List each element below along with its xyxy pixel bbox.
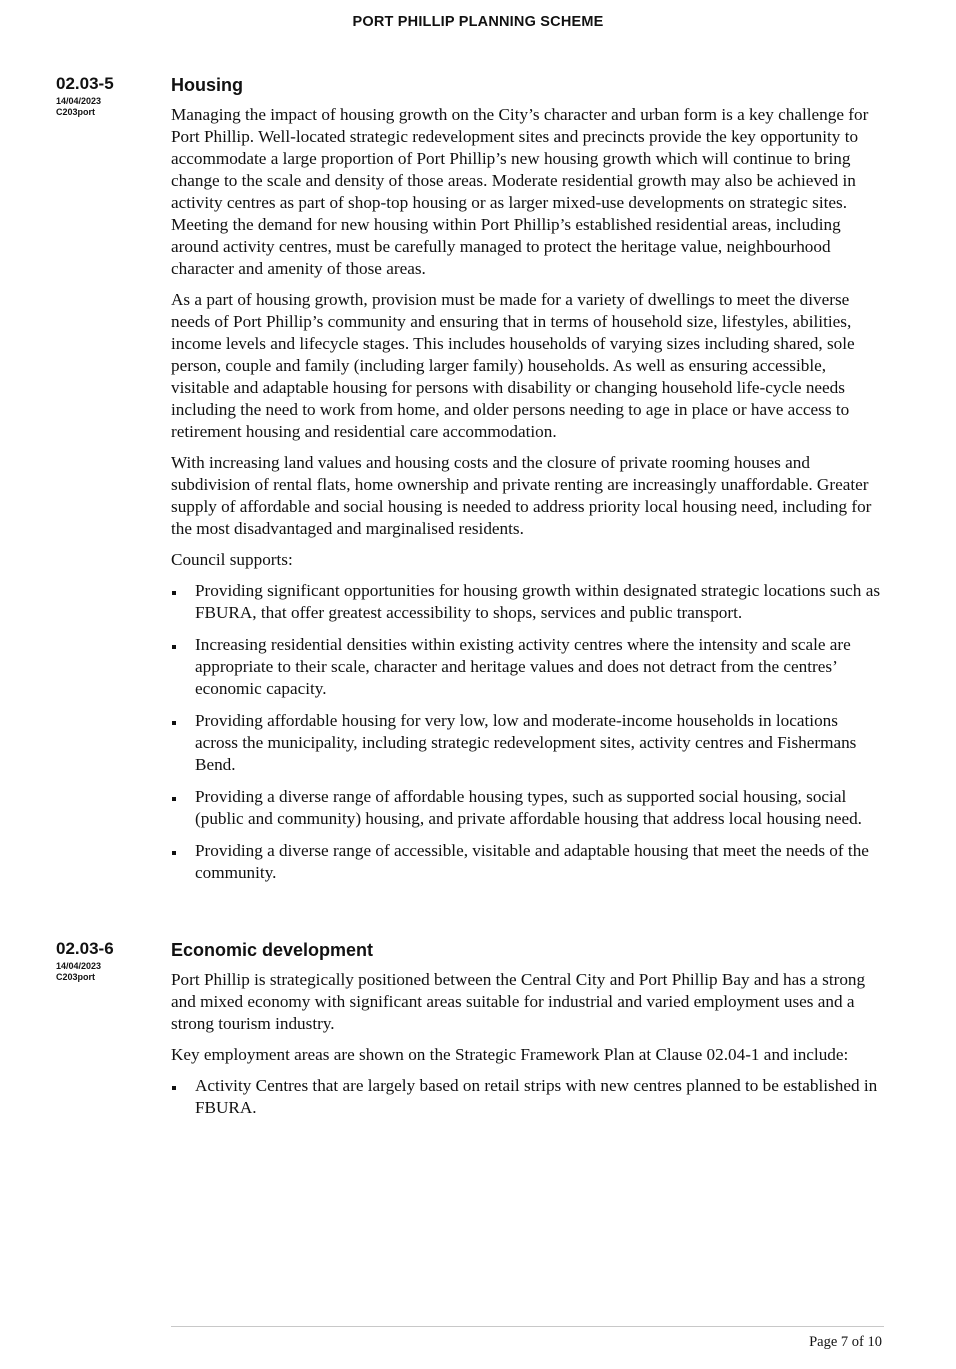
list-item: Providing a diverse range of accessible, visitable and adaptable housing that meet the needs of the community. <box>171 840 884 884</box>
clause-amendment: C203port <box>56 972 96 982</box>
list-item: Activity Centres that are largely based on retail strips with new centres planned to be established in FBURA. <box>171 1075 884 1119</box>
page-number: Page 7 of 10 <box>809 1334 882 1350</box>
paragraph: Key employment areas are shown on the Strategic Framework Plan at Clause 02.04-1 and include: <box>171 1045 849 1064</box>
list-item: Providing affordable housing for very low, low and moderate-income households in locations across the municipality, including strategic redevelopment sites, activity centres and Fishermans Bend. <box>171 710 884 776</box>
section-content <box>171 74 884 894</box>
paragraph: Managing the impact of housing growth on the City’s character and urban form is a key challenge for Port Phillip. Well-located strategic redevelopment sites and precincts provide the key opportunity to accommodate a large proportion of Port Phillip’s new housing growth which will continue to bring change to the scale and density of those areas. Moderate residential growth may also be achieved in activity centres as part of shop-top housing or as larger mixed-use developments on strategic sites. Meeting the demand for new housing within Port Phillip’s established residential areas, including around activity centres, must be carefully managed to protect the heritage value, neighbourhood character and amenity of those areas. <box>171 105 869 278</box>
bullet-list <box>171 1075 884 1119</box>
list-item: Providing a diverse range of affordable housing types, such as supported social housing, social (public and community) housing, and private affordable housing that address local housing need. <box>171 786 884 830</box>
clause-number: 02.03-6 <box>56 939 114 958</box>
paragraph: With increasing land values and housing costs and the closure of private rooming houses and subdivision of rental flats, home ownership and private renting are increasingly unaffordable. Greater supply of affordable and social housing is needed to address priority local housing need, including for the most disadvantaged and marginalised residents. <box>171 453 872 538</box>
section-heading: Housing <box>171 75 243 95</box>
footer-divider <box>171 1326 884 1327</box>
paragraph: Council supports: <box>171 550 293 569</box>
bullet-list <box>171 580 884 884</box>
clause-amendment: C203port <box>56 107 96 117</box>
clause-meta <box>56 961 101 983</box>
clause-meta <box>56 96 101 118</box>
paragraph: Port Phillip is strategically positioned between the Central City and Port Phillip Bay and has a strong and mixed economy with significant areas suitable for industrial and varied employment uses and a strong tourism industry. <box>171 970 866 1033</box>
section-heading: Economic development <box>171 940 374 960</box>
list-item: Providing significant opportunities for housing growth within designated strategic locations such as FBURA, that offer greatest accessibility to shops, services and public transport. <box>171 580 884 624</box>
clause-date: 14/04/2023 <box>56 961 102 971</box>
section-content <box>171 939 884 1129</box>
list-item: Increasing residential densities within existing activity centres where the intensity and scale are appropriate to their scale, character and heritage values and does not detract from the centres’ economic capacity. <box>171 634 884 700</box>
clause-date: 14/04/2023 <box>56 96 102 106</box>
paragraph: As a part of housing growth, provision must be made for a variety of dwellings to meet the diverse needs of Port Phillip’s community and ensuring that in terms of household size, lifestyles, abilities, income levels and lifecycle stages. This includes households of varying sizes including shared, sole person, couple and family (including larger family) households. As well as ensuring accessible, visitable and adaptable housing for persons with disability or changing household life-cycle needs including the need to work from home, and older persons needing to age in place or have access to retirement housing and residential care accommodation. <box>171 290 855 441</box>
clause-number: 02.03-5 <box>56 74 114 93</box>
page-header: PORT PHILLIP PLANNING SCHEME <box>352 14 604 30</box>
